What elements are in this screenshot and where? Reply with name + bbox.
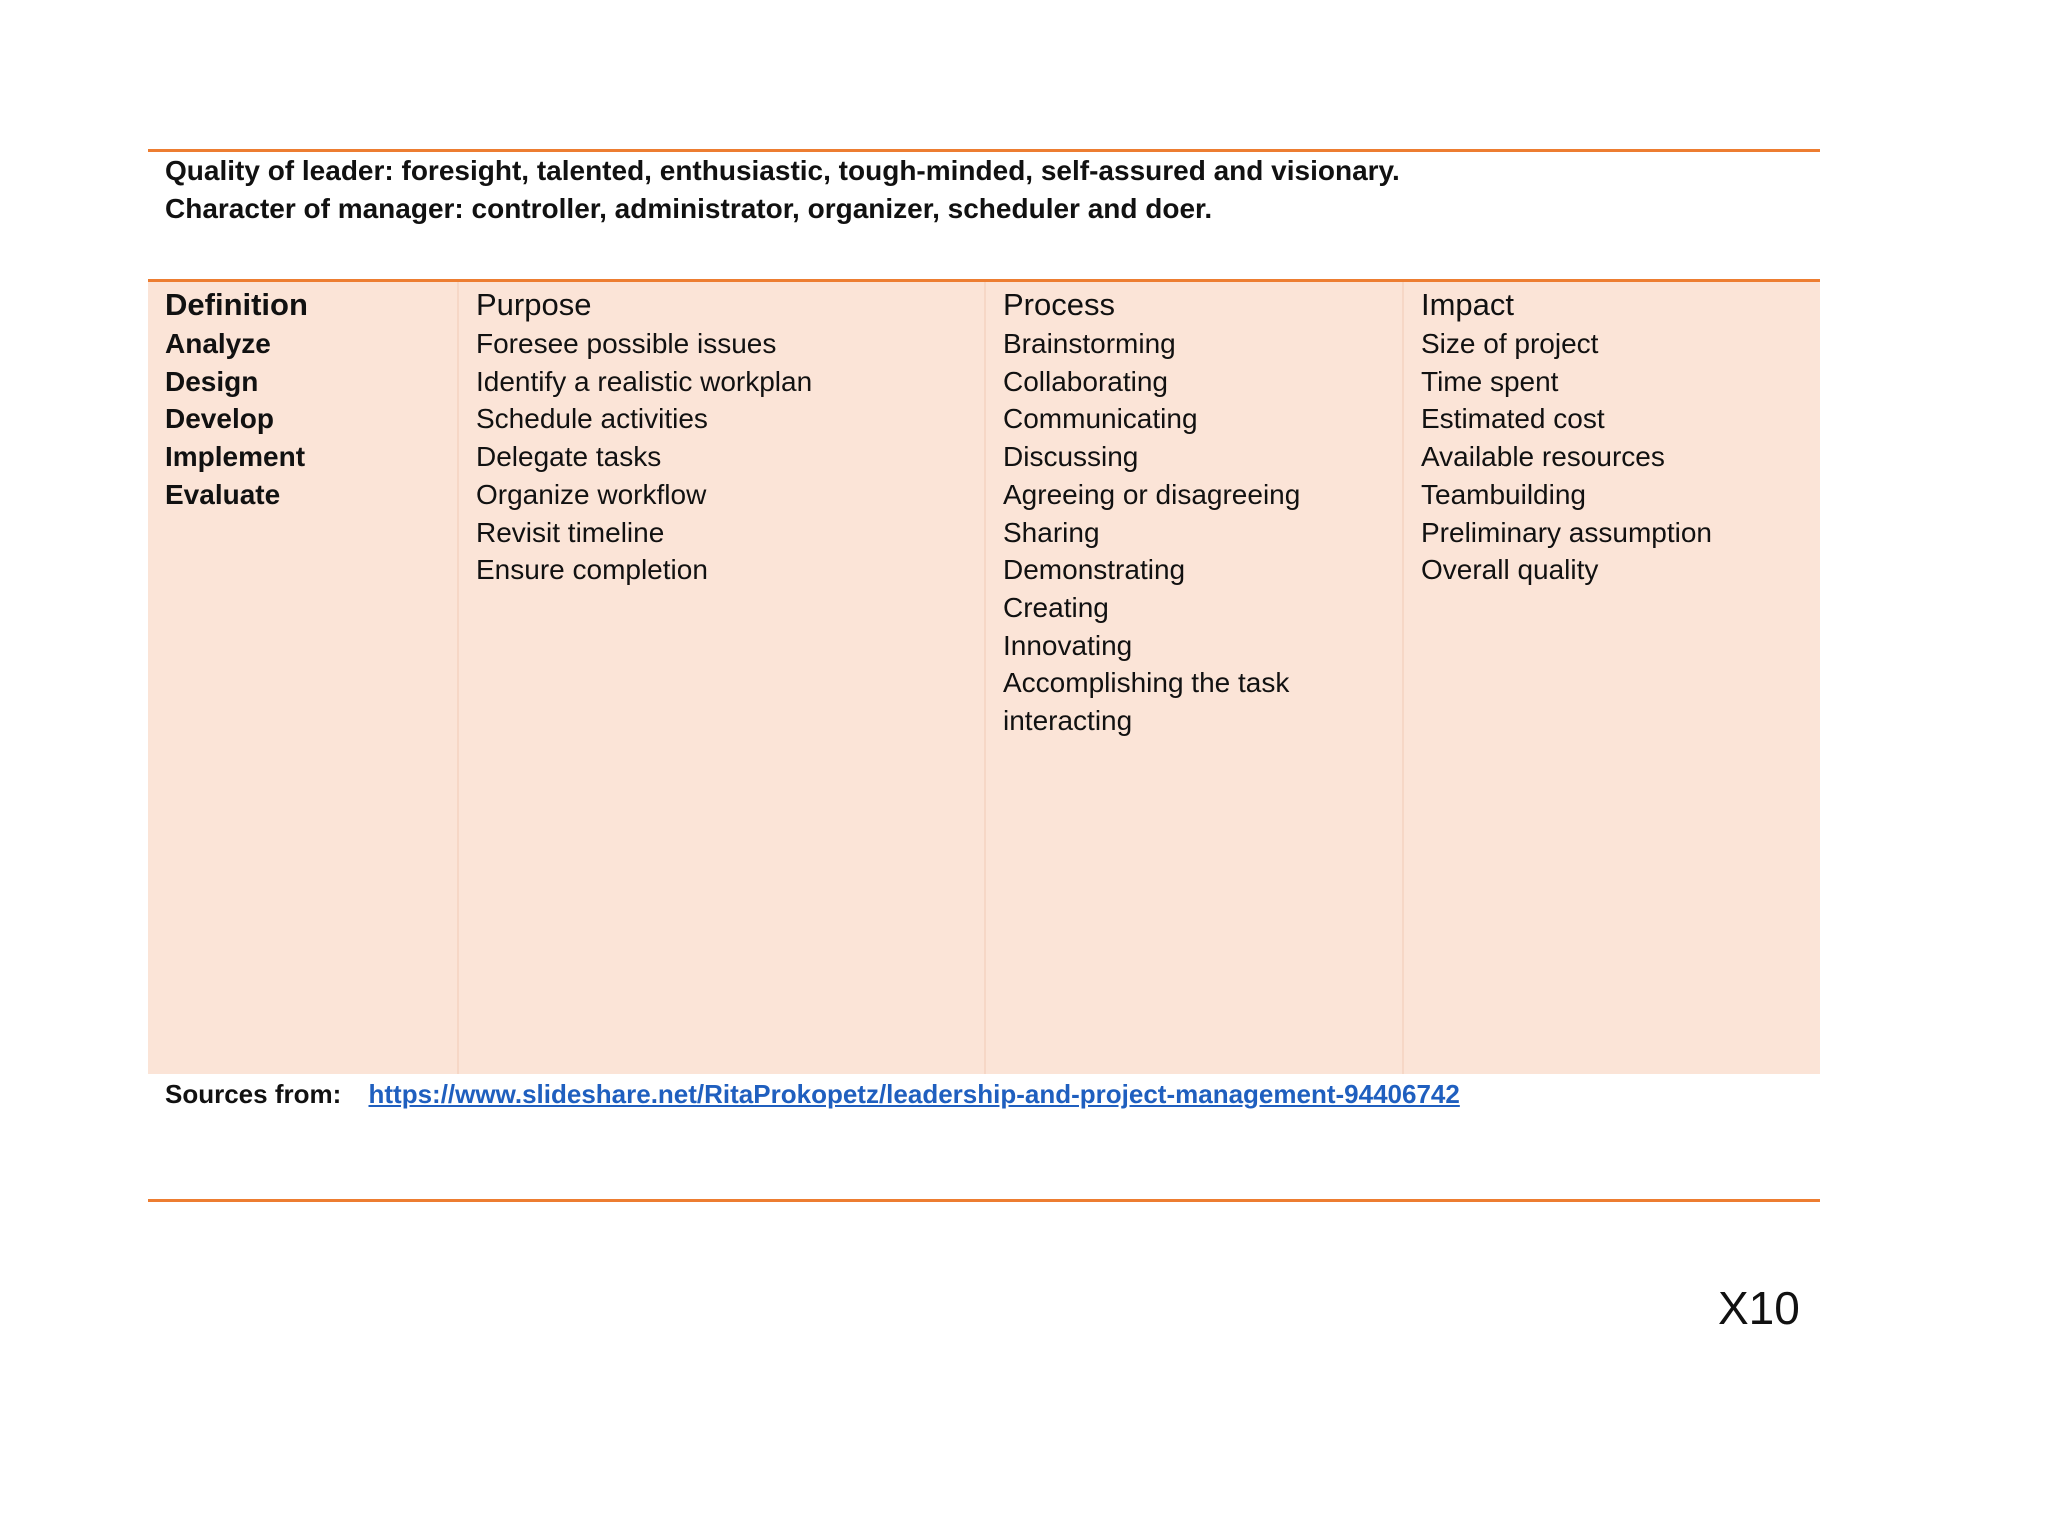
list-item: Teambuilding <box>1421 478 1586 510</box>
sources-label: Sources from: <box>165 1079 342 1109</box>
column-header: Definition <box>165 287 308 322</box>
list-item: Sharing <box>1003 516 1100 548</box>
list-item: Collaborating <box>1003 365 1168 397</box>
list-item: Implement <box>165 441 306 473</box>
column-header: Purpose <box>476 287 592 322</box>
list-item: Agreeing or disagreeing <box>1003 478 1301 510</box>
list-item: Organize workflow <box>476 478 707 510</box>
purpose-column <box>457 282 984 1074</box>
source-link[interactable]: https://www.slideshare.net/RitaProkopetz/leadership-and-project-management-94406742 <box>368 1079 1460 1109</box>
sources-line <box>165 1076 1460 1112</box>
list-item: Innovating <box>1003 629 1133 661</box>
list-item: Time spent <box>1421 365 1559 397</box>
impact-column <box>1402 282 1820 1074</box>
column-header: Process <box>1003 287 1115 322</box>
list-item: Schedule activities <box>476 403 708 435</box>
list-item: Accomplishing the task <box>1003 667 1290 699</box>
list-item: Demonstrating <box>1003 554 1186 586</box>
list-item: Ensure completion <box>476 554 708 586</box>
list-item: Revisit timeline <box>476 516 665 548</box>
list-item: Delegate tasks <box>476 441 662 473</box>
definition-column <box>148 282 457 1074</box>
column-items <box>1003 325 1402 740</box>
list-item: Discussing <box>1003 441 1139 473</box>
column-items <box>476 325 984 589</box>
list-item: interacting <box>1003 705 1133 737</box>
intro-block <box>165 152 1400 228</box>
list-item: Creating <box>1003 591 1109 623</box>
list-item: Design <box>165 365 259 397</box>
bottom-divider <box>148 1199 1820 1202</box>
list-item: Available resources <box>1421 441 1665 473</box>
list-item: Foresee possible issues <box>476 328 777 359</box>
list-item: Overall quality <box>1421 554 1599 586</box>
leader-quality-line: Quality of leader: foresight, talented, enthusiastic, tough-minded, self-assured and visionary. <box>165 155 1400 186</box>
leadership-table <box>148 282 1820 1074</box>
list-item: Size of project <box>1421 328 1599 359</box>
list-item: Preliminary assumption <box>1421 516 1712 548</box>
manager-character-line: Character of manager: controller, administrator, organizer, scheduler and doer. <box>165 193 1213 224</box>
list-item: Brainstorming <box>1003 328 1176 359</box>
process-column <box>984 282 1402 1074</box>
column-items <box>1421 325 1820 589</box>
list-item: Evaluate <box>165 478 281 510</box>
column-header: Impact <box>1421 287 1515 322</box>
page-number: X10 <box>1718 1282 1800 1334</box>
list-item: Develop <box>165 403 274 435</box>
list-item: Communicating <box>1003 403 1198 435</box>
list-item: Estimated cost <box>1421 403 1605 435</box>
column-items <box>165 325 457 514</box>
list-item: Identify a realistic workplan <box>476 365 813 397</box>
list-item: Analyze <box>165 328 271 359</box>
